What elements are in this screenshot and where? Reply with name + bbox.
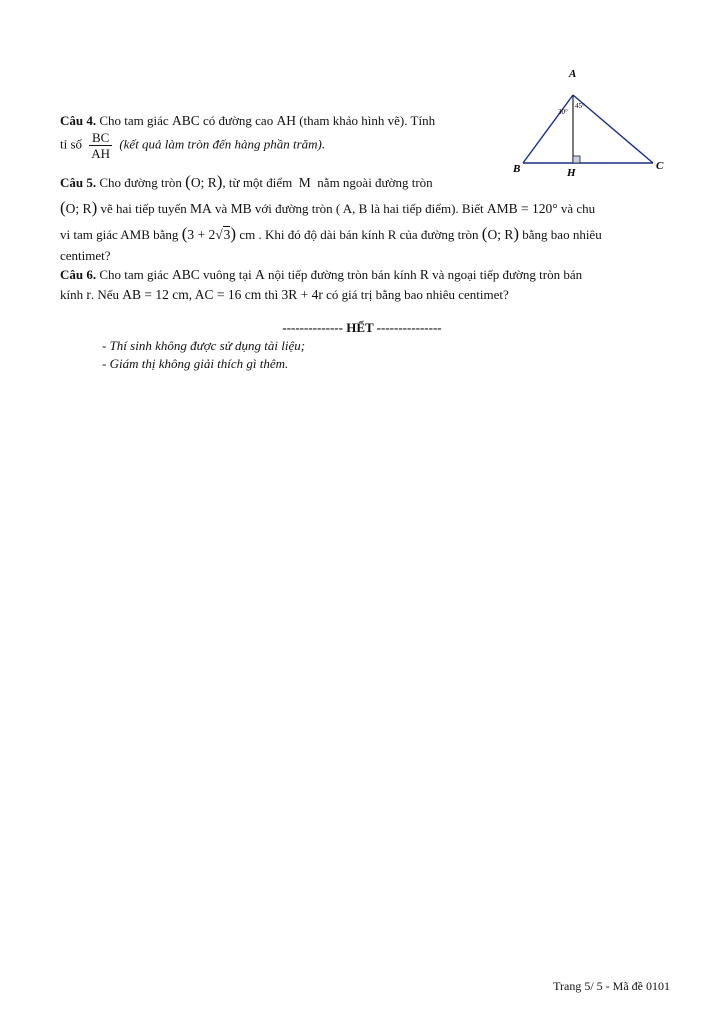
text: bằng bao nhiêu: [522, 227, 602, 242]
question-6-line-2: [60, 287, 509, 303]
circle-o-r: O; R: [487, 227, 514, 242]
text: có đường cao: [202, 113, 274, 128]
fraction-numerator: BC: [89, 130, 112, 146]
radius-r-small: r: [86, 287, 91, 302]
angle-amb: AMB = 120°: [486, 201, 558, 216]
point-a: A: [254, 267, 265, 282]
question-5-line-4: [60, 248, 111, 264]
question-5-label: Câu 5.: [60, 175, 97, 190]
tangent-ma: MA: [190, 201, 212, 216]
side-ac: [573, 95, 653, 163]
text: và: [215, 201, 228, 216]
question-5-line-3: vi tam giác AMB bằng (3 + 2√3) cm . Khi đó độ dài bán kính R của đường tròn (O; R) bằng bao nhiêu: [60, 224, 602, 243]
ratio-fraction: [89, 130, 112, 161]
perimeter-value-sqrt: 3: [223, 227, 231, 242]
math-ah: AH: [276, 113, 296, 128]
text: và ngoại tiếp đường tròn bán: [432, 267, 583, 282]
radius-r-big: R: [419, 267, 429, 282]
question-6-line-1: [60, 267, 582, 283]
text: vi tam giác AMB bằng: [60, 227, 179, 242]
math-abc: ABC: [171, 267, 200, 282]
question-4-line-1: [60, 113, 435, 129]
text: thì: [264, 287, 279, 302]
tangent-mb: MB: [230, 201, 252, 216]
foot-h-label: H: [567, 167, 576, 179]
text: . Nếu: [90, 287, 120, 302]
text: vẽ hai tiếp tuyến: [100, 201, 187, 216]
question-4-line-2: [60, 130, 325, 161]
end-marker: -------------- HẾT ---------------: [282, 320, 442, 335]
angle-45-label: 45°: [575, 102, 585, 110]
question-4-label: Câu 4.: [60, 113, 97, 128]
vertex-a-label: A: [569, 68, 577, 80]
text: với đường tròn ( A, B là hai tiếp điểm). Biết: [254, 201, 484, 216]
text: vuông tại: [202, 267, 252, 282]
vertex-b-label: B: [513, 163, 521, 175]
text: , từ một điểm: [222, 175, 293, 190]
text: Cho tam giác: [99, 113, 169, 128]
text: và chu: [560, 201, 596, 216]
text: centimet?: [60, 248, 111, 263]
question-6-label: Câu 6.: [60, 267, 97, 282]
circle-o-r: O; R: [190, 175, 217, 190]
circle-o-r: O; R: [65, 201, 92, 216]
text: nằm ngoài đường tròn: [317, 175, 433, 190]
vertex-c-label: C: [656, 160, 664, 172]
text: kính: [60, 287, 84, 302]
note-2: - Giám thị không giải thích gì thêm.: [102, 356, 289, 371]
question-5-line-1: Câu 5. Cho đường tròn (O; R), từ một điểm M nằm ngoài đường tròn: [60, 172, 433, 191]
point-m: M: [298, 175, 311, 190]
side-lengths: AB = 12 cm, AC = 16 cm: [122, 287, 262, 302]
fraction-denominator: AH: [91, 146, 111, 161]
side-ab: [523, 95, 573, 163]
text: nội tiếp đường tròn bán kính: [267, 267, 417, 282]
text: Cho tam giác: [99, 267, 169, 282]
angle-30-label: 30°: [558, 108, 568, 116]
text: tỉ số: [60, 136, 83, 152]
note-1: - Thí sinh không được sử dụng tài liệu;: [102, 338, 306, 353]
triangle-figure: [505, 62, 680, 187]
text: Cho đường tròn: [99, 175, 182, 190]
page-footer: Trang 5/ 5 - Mã đề 0101: [553, 979, 670, 993]
right-angle-mark: [573, 156, 580, 163]
text: (tham khảo hình vẽ). Tính: [299, 113, 436, 128]
text: có giá trị bằng bao nhiêu centimet?: [326, 287, 509, 302]
math-abc: ABC: [171, 113, 200, 128]
rounding-note: (kết quả làm tròn đến hàng phần trăm).: [119, 136, 326, 152]
text: cm . Khi đó độ dài bán kính R của đường tròn: [239, 227, 479, 242]
question-5-line-2: (O; R) vẽ hai tiếp tuyến MA và MB với đường tròn ( A, B là hai tiếp điểm). Biết AMB = 120° và chu: [60, 198, 596, 217]
perimeter-value-a: 3 + 2: [187, 227, 216, 242]
expression: 3R + 4r: [281, 287, 323, 302]
